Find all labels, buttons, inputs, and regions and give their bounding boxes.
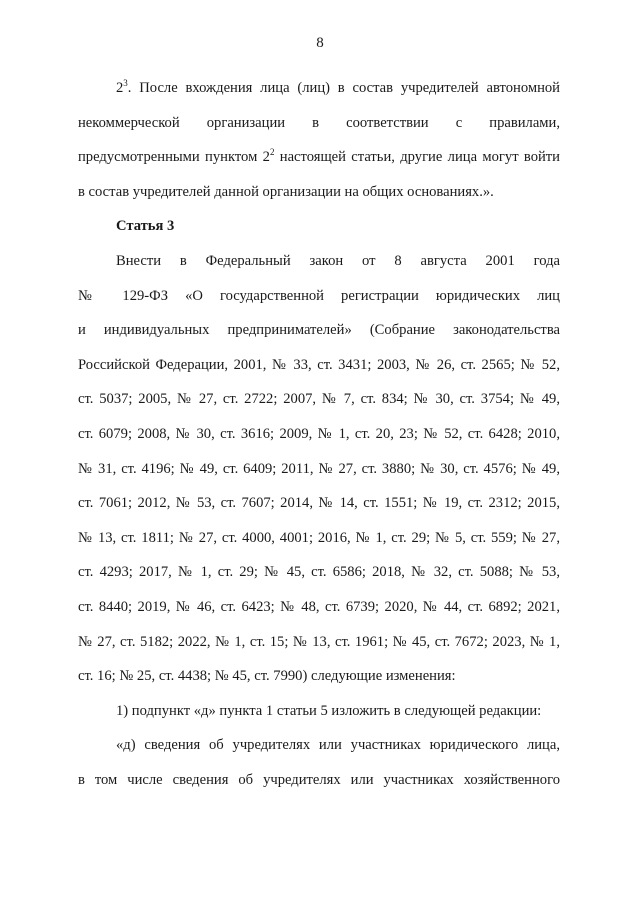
paragraph-line: «д) сведения об учредителях или участниках юридического лица, [116, 737, 560, 754]
paragraph-text: настоящей статьи, другие лица могут войти [274, 149, 560, 166]
paragraph-number: 2 [116, 80, 124, 96]
paragraph-line: и индивидуальных предпринимателей» (Собрание законодательства [78, 322, 560, 339]
paragraph-text: предусмотренными пунктом 2 [78, 149, 270, 166]
paragraph-line: ст. 4293; 2017, № 1, ст. 29; № 45, ст. 6586; 2018, № 32, ст. 5088; № 53, [78, 564, 560, 581]
paragraph-line [78, 71, 560, 106]
paragraph-amend-law [78, 244, 560, 694]
paragraph-line: № 13, ст. 1811; № 27, ст. 4000, 4001; 2016, № 1, ст. 29; № 5, ст. 559; № 27, [78, 529, 560, 546]
paragraph-line: в том числе сведения об учредителях или участниках хозяйственного [78, 771, 560, 788]
paragraph-line: № 27, ст. 5182; 2022, № 1, ст. 15; № 13, ст. 1961; № 45, ст. 7672; 2023, № 1, [78, 633, 560, 650]
paragraph-line: ст. 8440; 2019, № 46, ст. 6423; № 48, ст. 6739; 2020, № 44, ст. 6892; 2021, [78, 598, 560, 615]
paragraph-2-3 [78, 71, 560, 209]
paragraph-text: . После вхождения лица (лиц) в состав учредителей автономной [127, 80, 560, 96]
paragraph-line: Российской Федерации, 2001, № 33, ст. 3431; 2003, № 26, ст. 2565; № 52, [78, 356, 560, 373]
paragraph-line: в состав учредителей данной организации на общих основаниях.». [78, 183, 494, 200]
paragraph-line: ст. 7061; 2012, № 53, ст. 7607; 2014, № 14, ст. 1551; № 19, ст. 2312; 2015, [78, 495, 560, 512]
paragraph-item-1: 1) подпункт «д» пункта 1 статьи 5 изложить в следующей редакции: [116, 702, 542, 719]
point-reference-superscript: 2 [269, 147, 275, 158]
paragraph-line: Внести в Федеральный закон от 8 августа 2001 года [116, 252, 560, 269]
document-body [78, 71, 560, 797]
paragraph-line [78, 140, 560, 175]
paragraph-line: № 31, ст. 4196; № 49, ст. 6409; 2011, № 27, ст. 3880; № 30, ст. 4576; № 49, [78, 460, 560, 477]
paragraph-number-superscript: 3 [123, 78, 128, 89]
article-heading: Статья 3 [116, 218, 175, 235]
paragraph-line: ст. 16; № 25, ст. 4438; № 45, ст. 7990) следующие изменения: [78, 668, 456, 685]
paragraph-subitem-d [78, 728, 560, 797]
paragraph-line: ст. 5037; 2005, № 27, ст. 2722; 2007, № 7, ст. 834; № 30, ст. 3754; № 49, [78, 391, 560, 408]
page-number: 8 [316, 35, 324, 51]
paragraph-line: № 129-ФЗ «О государственной регистрации юридических лиц [78, 287, 560, 304]
paragraph-line: некоммерческой организации в соответствии с правилами, [78, 114, 560, 131]
paragraph-line: ст. 6079; 2008, № 30, ст. 3616; 2009, № 1, ст. 20, 23; № 52, ст. 6428; 2010, [78, 425, 560, 442]
